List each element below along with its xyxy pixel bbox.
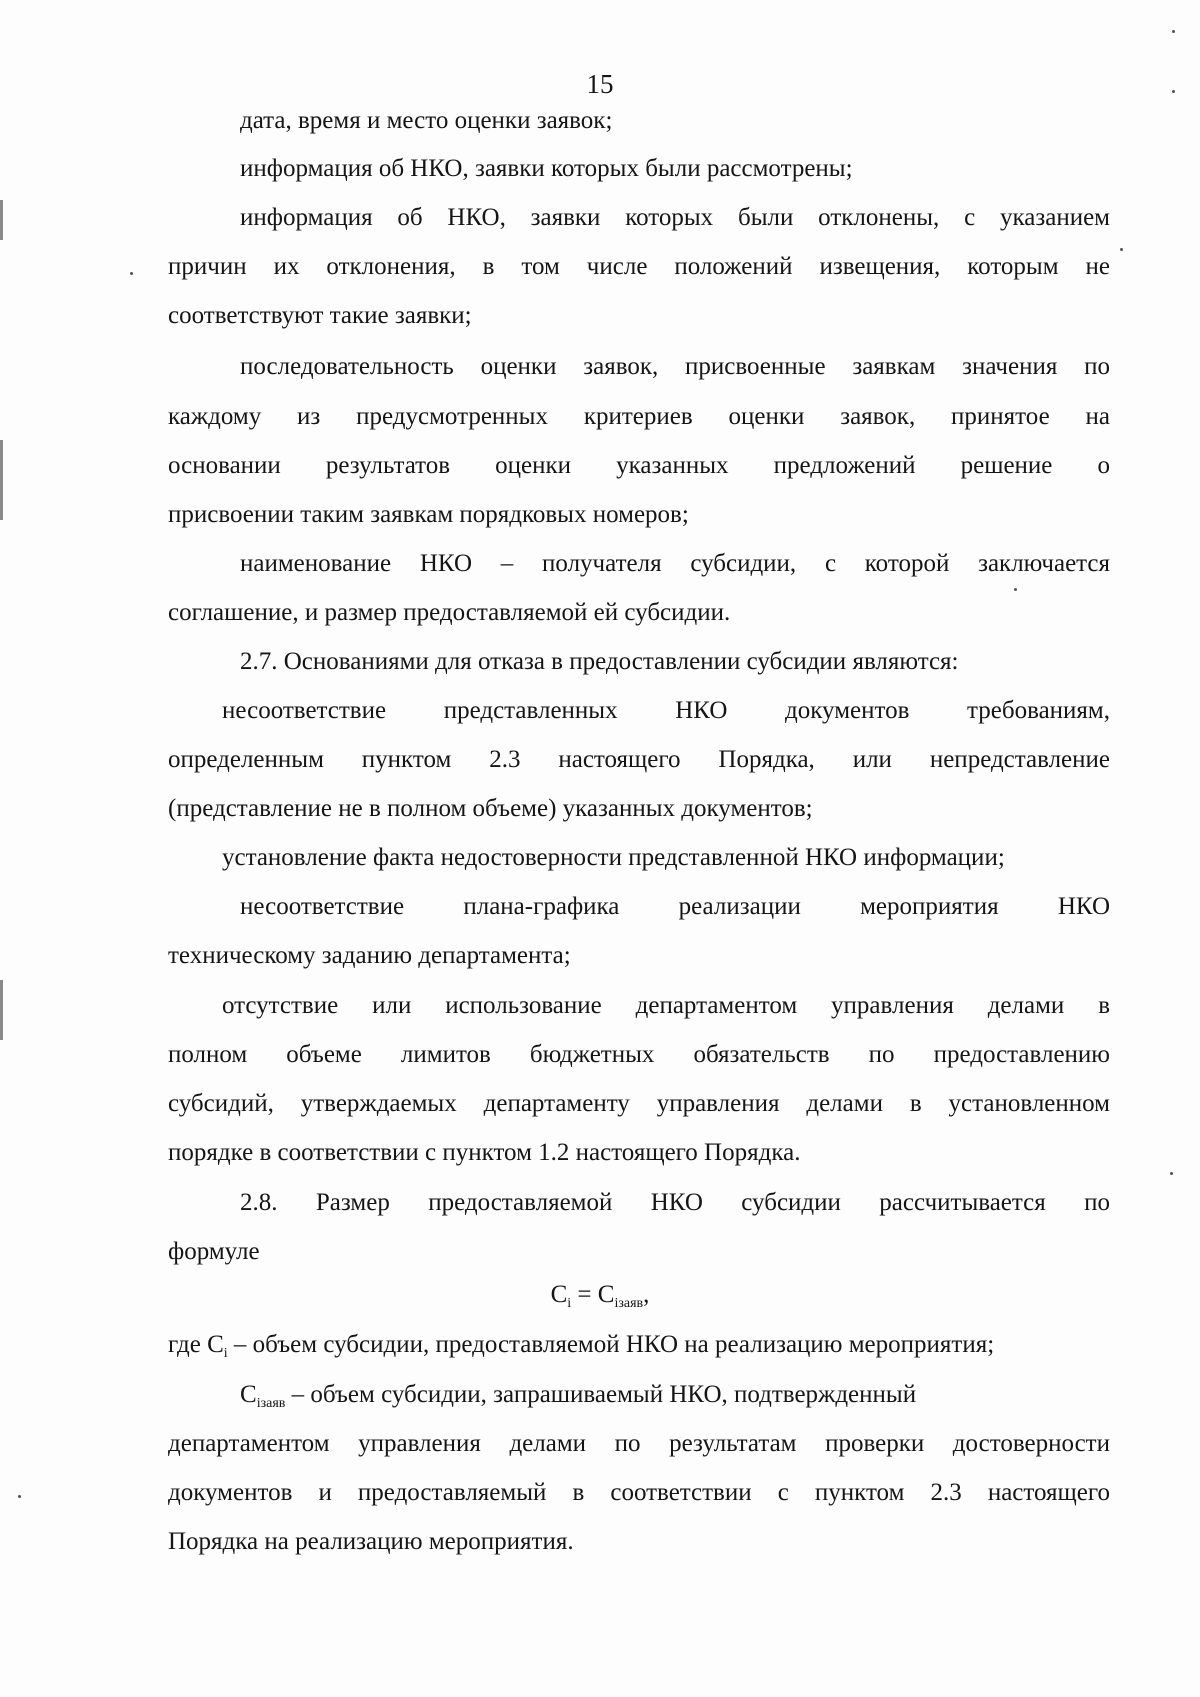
- text-line: [168, 1328, 1110, 1371]
- scan-speck: [18, 1495, 21, 1498]
- text-line: определенным пунктом 2.3 настоящего Порядка, или непредставление: [168, 746, 1110, 773]
- text-line: несоответствие плана-графика реализации мероприятия НКО: [240, 893, 1110, 920]
- text-line: несоответствие представленных НКО документов требованиям,: [222, 697, 1110, 724]
- text-line: каждому из предусмотренных критериев оценки заявок, принятое на: [168, 403, 1110, 430]
- scan-edge-mark: [0, 980, 3, 1040]
- text-line: техническому заданию департамента;: [168, 942, 571, 969]
- text-line: [240, 1378, 1110, 1421]
- text-line: департаментом управления делами по результатам проверки достоверности: [168, 1430, 1110, 1457]
- scan-speck: [130, 272, 133, 275]
- scan-speck: [1014, 588, 1017, 591]
- formula-rhs-subscript: iзаяв: [614, 1296, 644, 1311]
- formula-lhs: C: [550, 1281, 568, 1308]
- scan-speck: [1170, 1172, 1173, 1175]
- text-line: присвоении таким заявкам порядковых номеров;: [168, 501, 689, 528]
- page-number: 15: [586, 69, 614, 99]
- where-prefix: где: [168, 1331, 208, 1358]
- where-definition: – объем субсидии, предоставляемой НКО на реализацию мероприятия;: [233, 1331, 995, 1358]
- text-line: причин их отклонения, в том числе положений извещения, которым не: [168, 253, 1110, 280]
- formula-end: ,: [643, 1281, 650, 1308]
- text-line: документов и предоставляемый в соответствии с пунктом 2.3 настоящего: [168, 1479, 1110, 1506]
- formula-lhs-subscript: i: [567, 1296, 572, 1311]
- text-line: порядке в соответствии с пунктом 1.2 настоящего Порядка.: [168, 1139, 801, 1166]
- text-line: последовательность оценки заявок, присвоенные заявкам значения по: [240, 353, 1110, 380]
- formula-rhs: C: [597, 1281, 615, 1308]
- scan-edge-mark: [0, 440, 3, 520]
- formula-equals: =: [571, 1281, 598, 1308]
- text-line: установление факта недостоверности представленной НКО информации;: [222, 844, 1005, 871]
- scan-speck: [1120, 248, 1123, 251]
- section-heading-2-8: 2.8. Размер предоставляемой НКО субсидии рассчитывается по: [240, 1189, 1110, 1216]
- where-definition-2: – объем субсидии, запрашиваемый НКО, подтвержденный: [291, 1381, 917, 1408]
- section-heading-2-7: 2.7. Основаниями для отказа в предоставлении субсидии являются:: [240, 648, 959, 675]
- where-symbol-2-subscript: iзаяв: [256, 1396, 286, 1411]
- text-line: отсутствие или использование департаментом управления делами в: [222, 992, 1110, 1019]
- text-line: основании результатов оценки указанных предложений решение о: [168, 452, 1110, 479]
- text-line: соглашение, и размер предоставляемой ей субсидии.: [168, 599, 731, 626]
- where-symbol: C: [207, 1331, 224, 1358]
- text-line: субсидий, утверждаемых департаменту управления делами в установленном: [168, 1090, 1110, 1117]
- text-line: Порядка на реализацию мероприятия.: [168, 1528, 574, 1555]
- scan-speck: [1172, 30, 1175, 33]
- text-line: информация об НКО, заявки которых были отклонены, с указанием: [240, 204, 1110, 231]
- text-line: наименование НКО – получателя субсидии, с которой заключается: [240, 550, 1110, 577]
- scan-edge-mark: [0, 200, 3, 240]
- where-symbol-2: C: [240, 1381, 257, 1408]
- text-line: дата, время и место оценки заявок;: [240, 107, 613, 134]
- text-line: (представление не в полном объеме) указанных документов;: [168, 795, 813, 822]
- formula: [0, 1278, 1200, 1321]
- where-symbol-subscript: i: [223, 1346, 228, 1361]
- text-line: полном объеме лимитов бюджетных обязательств по предоставлению: [168, 1041, 1110, 1068]
- text-line: соответствуют такие заявки;: [168, 302, 472, 329]
- text-line: формуле: [168, 1238, 260, 1265]
- text-line: информация об НКО, заявки которых были рассмотрены;: [240, 155, 853, 182]
